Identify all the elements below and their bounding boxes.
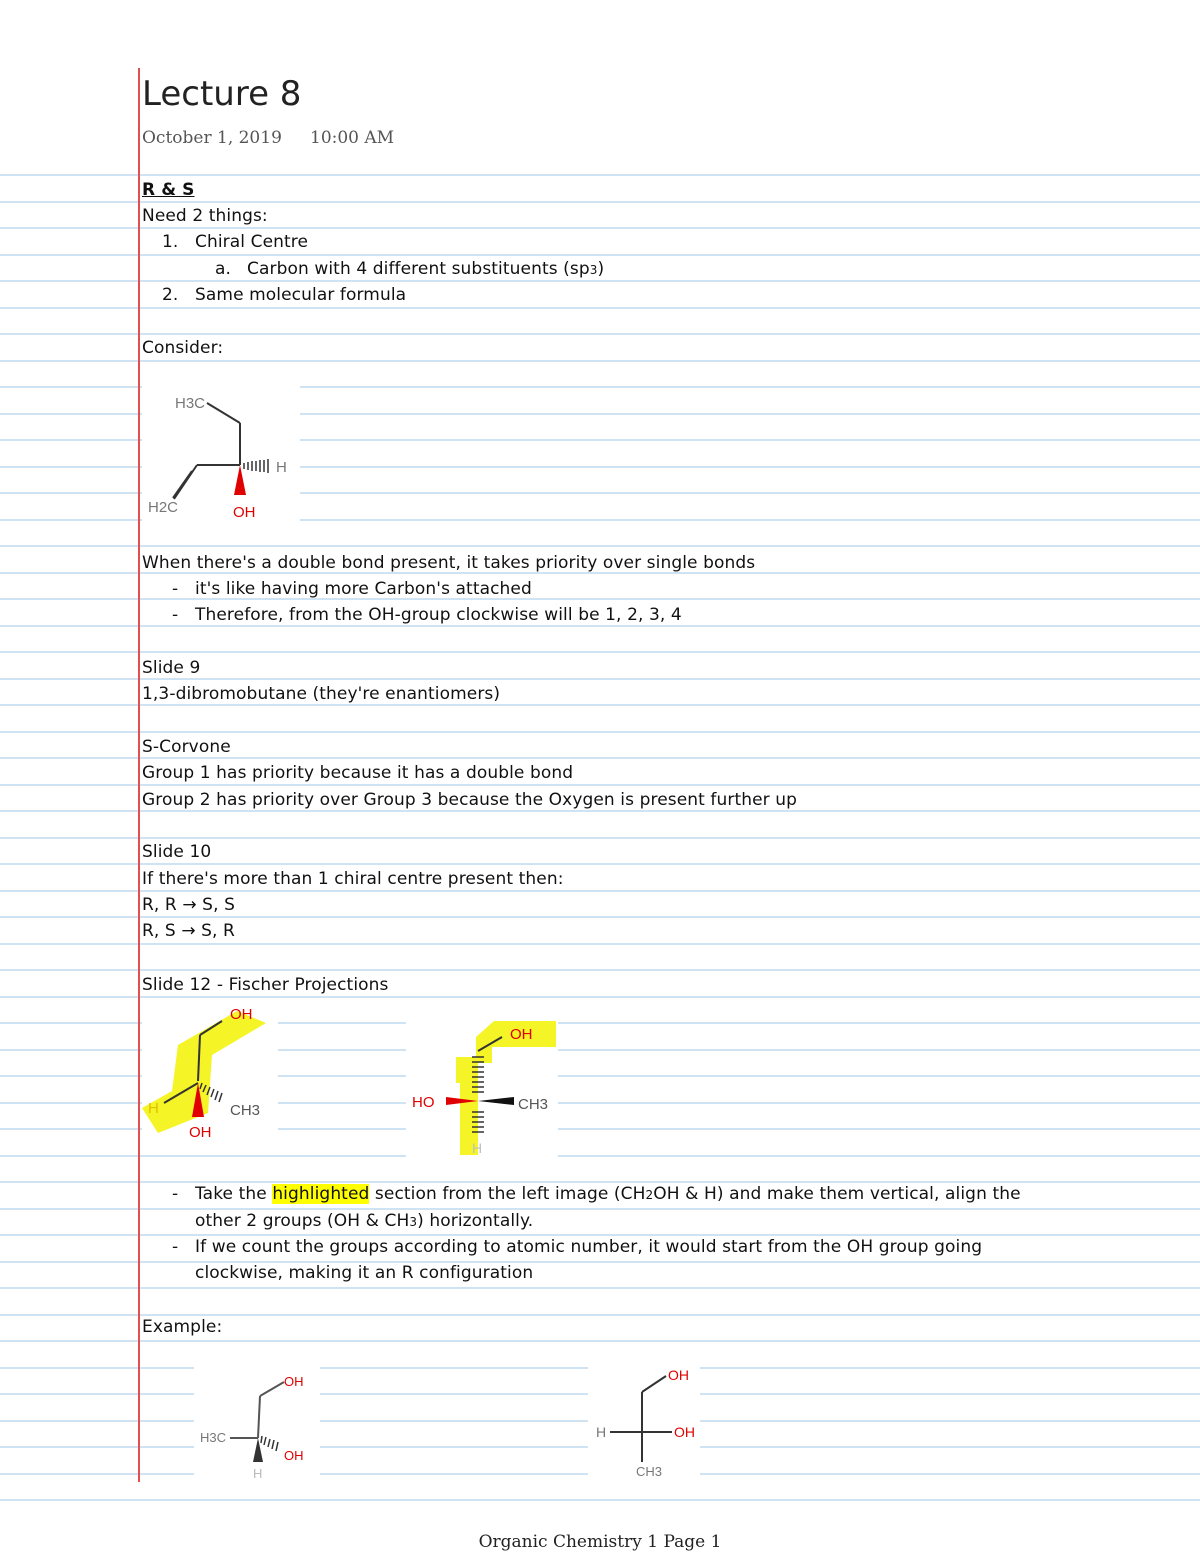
ruled-line	[0, 651, 1200, 653]
ruled-line	[0, 598, 1200, 600]
bullet-dash: -	[172, 605, 179, 625]
fig1-h3c: H3C	[175, 395, 206, 412]
section-text: section from the left image (CH	[374, 1184, 646, 1204]
fig5-oh2: OH	[674, 1424, 695, 1440]
ruled-line	[0, 333, 1200, 335]
fig3-h: H	[472, 1140, 483, 1156]
list-number-2: 2.	[162, 285, 179, 305]
ruled-line	[0, 307, 1200, 309]
ch2-subscript: 2	[645, 1188, 654, 1202]
bullet-highlighted-line2	[195, 1211, 533, 1232]
example-label: Example:	[142, 1317, 223, 1337]
ruled-line	[0, 784, 1200, 786]
molecule-5-svg	[588, 1360, 700, 1482]
figure-molecule-5	[588, 1360, 700, 1482]
highlighted-word: highlighted	[272, 1184, 370, 1204]
carbon-close: )	[597, 259, 605, 279]
bullet-clockwise: Therefore, from the OH-group clockwise will be 1, 2, 3, 4	[195, 605, 682, 625]
sp3-subscript: 3	[589, 263, 598, 277]
fig3-oh: OH	[510, 1026, 533, 1043]
ruled-line	[0, 757, 1200, 759]
figure-molecule-3	[406, 1017, 558, 1157]
list-item-formula: Same molecular formula	[195, 285, 407, 305]
molecule-4-svg	[194, 1364, 320, 1482]
figure-molecule-2	[142, 1003, 278, 1153]
rs-text: R, S → S, R	[142, 921, 235, 941]
ruled-line	[0, 280, 1200, 282]
ruled-line	[0, 201, 1200, 203]
fig4-h3c: H3C	[200, 1430, 227, 1445]
molecule-3-svg	[406, 1017, 558, 1157]
ruled-line	[0, 704, 1200, 706]
figure-molecule-1	[142, 385, 300, 525]
bullet-count-line2: clockwise, making it an R configuration	[195, 1263, 534, 1283]
ruled-line	[0, 1208, 1200, 1210]
take-text: Take the	[195, 1184, 267, 1204]
bullet-carbons: it's like having more Carbon's attached	[195, 579, 532, 599]
section-heading: R & S	[142, 180, 195, 200]
group2-text: Group 2 has priority over Group 3 because the Oxygen is present further up	[142, 790, 798, 810]
fig2-oh: OH	[230, 1006, 253, 1023]
fig2-ch3: CH3	[230, 1102, 261, 1119]
fig4-oh: OH	[284, 1374, 304, 1389]
fig2-oh2: OH	[189, 1124, 212, 1141]
ruled-line	[0, 1287, 1200, 1289]
slide10-label: Slide 10	[142, 842, 212, 862]
ruled-line	[0, 969, 1200, 971]
ruled-line	[0, 1155, 1200, 1157]
horizontally-text: ) horizontally.	[417, 1211, 534, 1231]
double-bond-text: When there's a double bond present, it takes priority over single bonds	[142, 553, 756, 573]
fig5-oh: OH	[668, 1367, 689, 1383]
ruled-line	[0, 1261, 1200, 1263]
fig5-h: H	[596, 1424, 607, 1440]
ruled-line	[0, 810, 1200, 812]
scorvone-label: S-Corvone	[142, 737, 231, 757]
list-item-chiral: Chiral Centre	[195, 232, 309, 252]
rr-text: R, R → S, S	[142, 895, 235, 915]
fig3-ch3: CH3	[518, 1096, 549, 1113]
slide12-label: Slide 12 - Fischer Projections	[142, 975, 389, 995]
bullet-dash: -	[172, 1184, 179, 1204]
list-item-carbon	[247, 259, 604, 280]
fig5-ch3: CH3	[636, 1464, 663, 1479]
bullet-count-line1: If we count the groups according to atomic number, it would start from the OH group going	[195, 1237, 983, 1257]
need-text: Need 2 things:	[142, 206, 268, 226]
ruled-line	[0, 678, 1200, 680]
ruled-line	[0, 227, 1200, 229]
other-groups-text: other 2 groups (OH & CH	[195, 1211, 410, 1231]
group1-text: Group 1 has priority because it has a double bond	[142, 763, 574, 783]
ch3-subscript: 3	[409, 1215, 418, 1229]
ruled-line	[0, 1340, 1200, 1342]
molecule-1-svg	[142, 385, 300, 525]
figure-molecule-4	[194, 1364, 320, 1482]
page-title: Lecture 8	[142, 74, 302, 114]
ruled-line	[0, 254, 1200, 256]
consider-label: Consider:	[142, 338, 224, 358]
list-number-1: 1.	[162, 232, 179, 252]
ruled-line	[0, 1314, 1200, 1316]
ruled-line	[0, 890, 1200, 892]
fig1-h: H	[276, 459, 287, 476]
ruled-line	[0, 1181, 1200, 1183]
list-letter-a: a.	[215, 259, 232, 279]
bullet-dash: -	[172, 1237, 179, 1257]
fig4-h: H	[253, 1466, 263, 1481]
ruled-line	[0, 1499, 1200, 1501]
ruled-line	[0, 943, 1200, 945]
ruled-line	[0, 1234, 1200, 1236]
bullet-dash: -	[172, 579, 179, 599]
fig3-ho: HO	[412, 1094, 435, 1111]
margin-line	[138, 68, 140, 1482]
ruled-line	[0, 863, 1200, 865]
ruled-line	[0, 545, 1200, 547]
more-than-text: If there's more than 1 chiral centre present then:	[142, 869, 564, 889]
fig4-oh2: OH	[284, 1448, 304, 1463]
page-date: October 1, 2019	[142, 128, 282, 148]
ruled-line	[0, 625, 1200, 627]
fig2-h: H	[148, 1100, 159, 1117]
ruled-line	[0, 360, 1200, 362]
ruled-line	[0, 174, 1200, 176]
page-footer: Organic Chemistry 1 Page 1	[478, 1532, 722, 1552]
carbon-text: Carbon with 4 different substituents (sp	[247, 259, 590, 279]
ruled-line	[0, 837, 1200, 839]
fig1-oh: OH	[233, 504, 256, 521]
ruled-line	[0, 996, 1200, 998]
ruled-line	[0, 916, 1200, 918]
dibromobutane-text: 1,3-dibromobutane (they're enantiomers)	[142, 684, 501, 704]
molecule-2-svg	[142, 1003, 278, 1153]
slide9-label: Slide 9	[142, 658, 201, 678]
fig1-h2c: H2C	[148, 499, 179, 516]
ruled-line	[0, 731, 1200, 733]
vertical-text: OH & H) and make them vertical, align the	[653, 1184, 1021, 1204]
bullet-highlighted-line1	[195, 1184, 1021, 1205]
page-time: 10:00 AM	[310, 128, 395, 148]
